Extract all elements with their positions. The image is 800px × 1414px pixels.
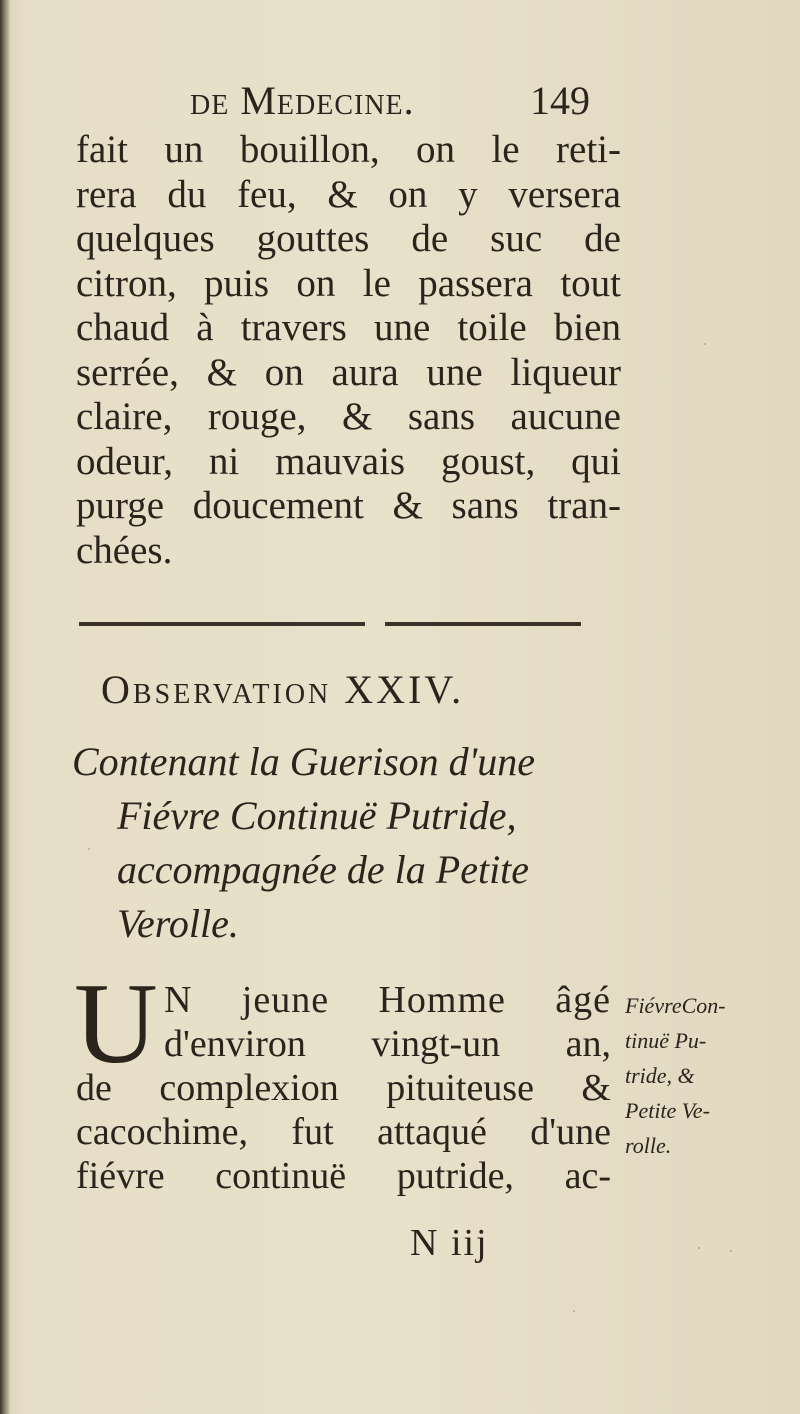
margin-note-line: FiévreCon- xyxy=(625,993,726,1018)
subtitle-line: accompagnée de la Petite xyxy=(117,847,530,892)
paragraph-line: cacochime, fut attaqué d'une xyxy=(76,1111,611,1153)
page-header xyxy=(190,76,630,126)
margin-note-line: tride, & xyxy=(625,1063,695,1088)
running-title: de Medecine. xyxy=(190,78,415,123)
drop-cap: U xyxy=(74,960,158,1088)
subtitle-line: Verolle. xyxy=(117,901,239,946)
section-divider-right xyxy=(385,622,581,626)
paragraph-line: de complexion pituiteuse & xyxy=(76,1067,611,1109)
paragraph-line: N jeune Homme âgé xyxy=(164,979,611,1021)
page-number: 149 xyxy=(530,78,590,123)
subtitle-line: Contenant la Guerison d'une xyxy=(72,739,535,784)
body-line: rera du feu, & on y versera xyxy=(76,172,621,216)
paragraph-line: d'environ vingt-un an, xyxy=(164,1023,611,1065)
body-line: chées. xyxy=(76,528,173,572)
margin-note xyxy=(625,988,765,1163)
subtitle-line: Fiévre Continuë Putride, xyxy=(117,793,517,838)
margin-note-line: tinuë Pu- xyxy=(625,1028,707,1053)
body-line: serrée, & on aura une liqueur xyxy=(76,350,621,394)
paper-speck xyxy=(573,1310,575,1312)
margin-note-line: rolle. xyxy=(625,1133,672,1158)
body-line: fait un bouillon, on le reti- xyxy=(76,128,621,171)
body-line: purge doucement & sans tran- xyxy=(76,484,621,527)
paper-speck xyxy=(88,848,90,850)
observation-title: Observation XXIV. xyxy=(101,667,465,712)
observation-subtitle xyxy=(72,735,622,951)
observation-paragraph xyxy=(74,960,611,1198)
page-binding-edge xyxy=(0,0,10,1414)
paper-speck xyxy=(730,1250,732,1252)
paper-speck xyxy=(704,343,706,345)
body-text xyxy=(76,128,621,573)
body-line: citron, puis on le passera tout xyxy=(76,261,621,305)
body-line: odeur, ni mauvais goust, qui xyxy=(76,439,621,483)
signature-mark: N iij xyxy=(410,1222,489,1264)
paper-speck xyxy=(698,1247,700,1249)
margin-note-line: Petite Ve- xyxy=(625,1098,710,1123)
paragraph-line: fiévre continuë putride, ac- xyxy=(76,1155,611,1197)
body-line: quelques gouttes de suc de xyxy=(76,217,621,260)
body-line: chaud à travers une toile bien xyxy=(76,306,621,349)
body-line: claire, rouge, & sans aucune xyxy=(76,395,621,438)
section-divider-left xyxy=(79,622,365,626)
